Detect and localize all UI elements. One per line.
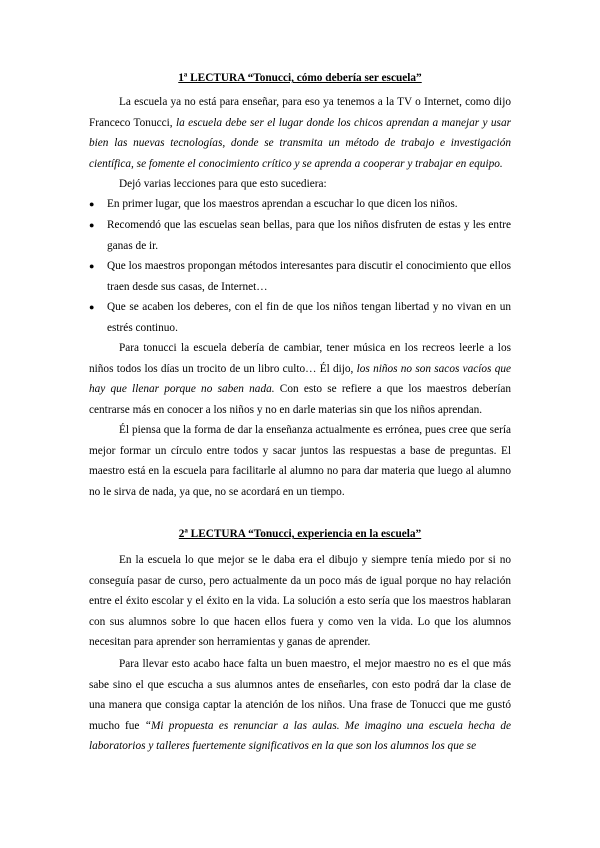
list-item <box>89 256 511 297</box>
bullet-icon: ● <box>89 302 95 312</box>
list-item <box>89 215 511 256</box>
list-item-text: Que los maestros propongan métodos interesantes para discutir el conocimiento que ellos traen desde sus casas, de Internet… <box>107 260 511 293</box>
section-1-paragraph-3 <box>89 338 511 420</box>
section-2-paragraph-2 <box>89 654 511 757</box>
bullet-icon: ● <box>89 199 95 209</box>
section-1-paragraph-3-text-b: Con esto se refiere a que los maestros deberían centrarse más en conocer a los niños y no en darle materias sin que los niños aprendan. <box>89 383 511 416</box>
list-item <box>89 297 511 338</box>
list-item-text: Que se acaben los deberes, con el fin de que los niños tengan libertad y no vivan en un estrés continuo. <box>107 301 511 334</box>
section-1-paragraph-3-text-a: Para tonucci la escuela debería de cambiar, tener música en los recreos leerle a los niños todos los días un trocito de un libro culto… Él dijo, <box>89 342 511 375</box>
section-1-paragraph-1-text: La escuela ya no está para enseñar, para eso ya tenemos a la TV o Internet, como dijo Franceco Tonucci, <box>89 96 511 129</box>
list-item <box>89 194 511 215</box>
section-1-paragraph-1 <box>89 92 511 174</box>
section-2-paragraph-2-quote: “Mi propuesta es renunciar a las aulas. Me imagino una escuela hecha de laboratorios y talleres fuertemente significativos en la que son los alumnos los que se <box>89 719 511 752</box>
bullet-icon: ● <box>89 220 95 230</box>
section-1-paragraph-3-quote: los niños no son sacos vacíos que hay que llenar porque no saben nada. <box>89 362 512 395</box>
list-item-text: Recomendó que las escuelas sean bellas, para que los niños disfruten de estas y les entre ganas de ir. <box>107 219 511 252</box>
section-1-paragraph-2: Dejó varias lecciones para que esto sucediera: <box>119 178 327 190</box>
section-2-paragraph-1: En la escuela lo que mejor se le daba era el dibujo y siempre tenía miedo por si no conseguía pasar de curso, pero actualmente da un poco más de igual porque no hay relación entre el éxito escolar y el éxito en la vida. La solución a esto sería que los maestros hablaran con sus alumnos sobre lo que hacen ellos fuera y como ven la vida. Lo que los alumnos necesitan para aprender son herramientas y ganas de aprender. <box>89 554 511 648</box>
section-2-title: 2ª LECTURA “Tonucci, experiencia en la escuela” <box>178 528 422 540</box>
list-item-text: En primer lugar, que los maestros aprendan a escuchar lo que dicen los niños. <box>107 198 458 210</box>
section-1-title: 1ª LECTURA “Tonucci, cómo debería ser escuela” <box>178 72 422 84</box>
section-1-paragraph-1-quote: la escuela debe ser el lugar donde los chicos aprendan a manejar y usar bien las nuevas tecnologías, donde se transmita un método de trabajo e investigación científica, se fomente el conocimiento crítico y se aprenda a cooperar y trabajar en equipo. <box>89 116 511 170</box>
section-2-paragraph-2-text: Para llevar esto acabo hace falta un buen maestro, el mejor maestro no es el que más sabe sino el que escucha a sus alumnos antes de enseñarles, con esto podrá dar la clase de una manera que consiga captar la atención de los niños. Una frase de Tonucci que me gustó mucho fue <box>89 658 511 732</box>
section-1-paragraph-4: Él piensa que la forma de dar la enseñanza actualmente es errónea, pues cree que sería mejor formar un círculo entre todos y sacar juntos las respuestas a base de preguntas. El maestro está en la escuela para facilitarle al alumno no para dar materia que luego al alumno no le sirva de nada, ya que, no se acordará en un tiempo. <box>89 424 511 498</box>
bullet-icon: ● <box>89 261 95 271</box>
